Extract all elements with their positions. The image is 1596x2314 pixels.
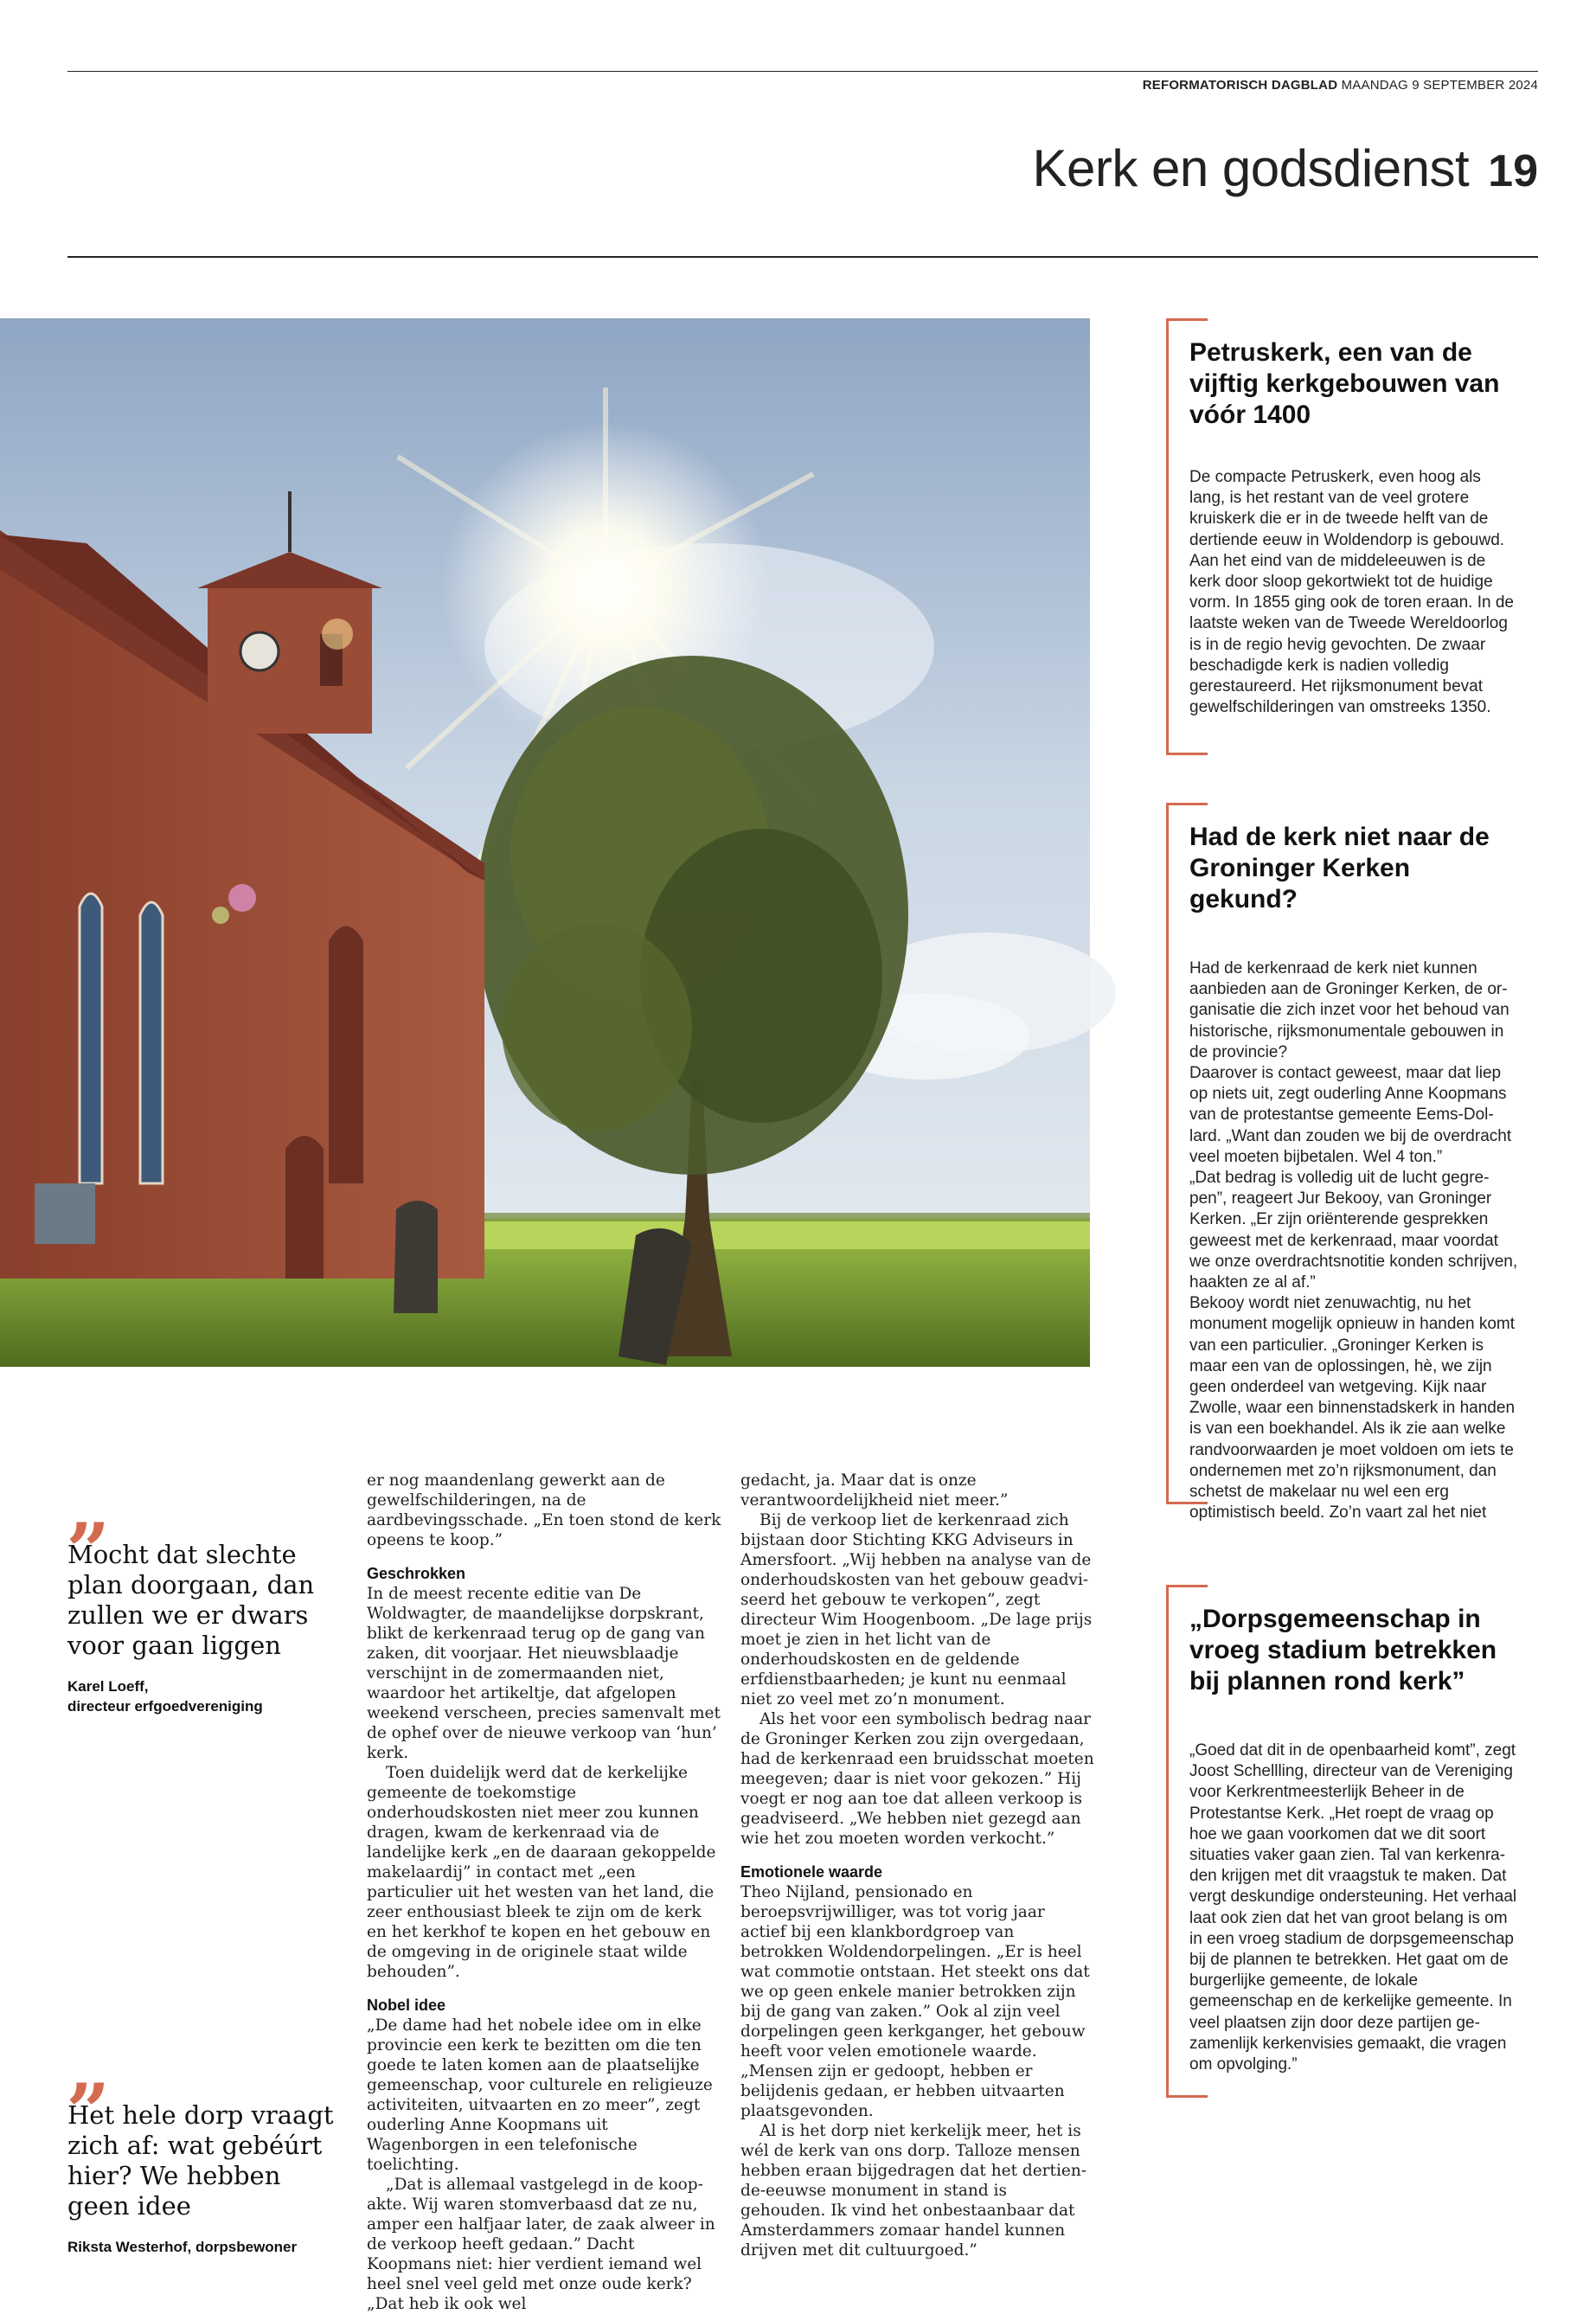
subheading: Emotionele waarde <box>740 1863 883 1881</box>
quote-source-name: Riksta Westerhof, dorpsbewoner <box>67 2239 298 2255</box>
quote-source-name: Karel Loeff, <box>67 1678 149 1695</box>
pull-quote <box>67 1462 344 1716</box>
paragraph: Theo Nijland, pensionado en beroepsvrijwilliger, was tot vorig jaar actief bij een klankbordgroep van betrokken Woldendorpelingen. „Er is heel wat commotie ontstaan. Het steekt ons dat we op geen enkele manier betrokken zijn bij de gang van zaken.” Ook al zijn veel dorpelingen geen kerkganger, het gebouw heeft voor velen emotionele waarde. „Mensen zijn er gedoopt, hebben er belijdenis gedaan, er hebben uitvaarten plaatsgevonden. <box>740 1883 1090 2120</box>
subheading: Nobel idee <box>367 1997 446 2014</box>
header-rule <box>67 256 1538 258</box>
sidebar-body: De compacte Petruskerk, even hoog als lang, is het restant van de veel grotere kruiskerk die er in de tweede helft van de dertiende eeuw in Woldendorp is gebouwd. Aan het eind van de middeleeuwen is de kerk door sloop gekortwiekt tot de huidige vorm. In 1855 ging ook de toren eraan. In de laatste weken van de Tweede Wereldoorlog is in de regio hevig gevochten. De zwaar beschadigde kerk is nadien volledig gerestaureerd. Het rijksmonument bevat gewelfschilderingen van omstreeks 1350. <box>1189 468 1514 717</box>
quote-mark-icon: „ <box>67 2022 112 2112</box>
sidebar-box-dorpsgemeenschap <box>1166 1585 1529 2095</box>
sidebar-body: „Goed dat dit in de openbaarheid komt”, zegt Joost Schellling, directeur van de Vereniging voor Kerkrentmeesterlijk Beheer in de Protestantse Kerk. „Het roept de vraag op hoe we gaan voorkomen dat we dit soort situaties vaker gaan zien. Tal van kerkenraden krijgen met dit vraagstuk te maken. Dat vergt deskundige ondersteuning. Het verhaal laat ook zien dat het van groot belang is om in een vroeg stadium de dorpsgemeenschap bij de plannen te betrekken. Het gaat om de burgerlijke gemeente, de lokale gemeenschap en de kerkelijke gemeente. In veel plaatsen zijn door deze partijen gezamenlijk kerkenvisies gemaakt, die vragen om opvolging.” <box>1189 1741 1517 2074</box>
paragraph: In de meest recente editie van De Woldwagter, de maandelijkse dorpskrant, blikt de kerkenraad terug op de gang van zaken, dit voorjaar. Het nieuwsblaadje verschijnt in de zomermaanden niet, waardoor het artikeltje, dat afgelopen weekend verscheen, precies samenvalt met de ophef over de nieuwe verkoop van ‘hun’ kerk. <box>367 1585 721 1762</box>
article-column-2 <box>740 1471 1095 2260</box>
quote-text: Mocht dat slechte plan doorgaan, dan zullen we er dwars voor gaan liggen <box>67 1540 315 1660</box>
paragraph: er nog maandenlang gewerkt aan de gewelfschilderingen, na de aardbevingsschade. „En toen stond de kerk opeens te koop.” <box>367 1471 721 1549</box>
page-number: 19 <box>1488 146 1538 196</box>
quote-text: Het hele dorp vraagt zich af: wat gebéúrt hier? We hebben geen idee <box>67 2100 334 2221</box>
paragraph: „De dame had het nobele idee om in elke provincie een kerk te bezitten om die ten goede te laten komen aan de plaatselijke gemeenschap, voor culturele en religieuze activiteiten, uitvaarten en zo meer”, zegt ouderling Anne Koopmans uit Wagenborgen in een telefonische toelichting. <box>367 2016 713 2174</box>
paragraph: „Dat is allemaal vastgelegd in de koopakte. Wij waren stomverbaasd dat ze nu, amper een halfjaar later, de zaak alweer in de verkoop heeft gedaan.” Dacht Koopmans niet: hier verdient iemand wel heel snel veel geld met onze oude kerk? „Dat heb ik ook wel <box>367 2176 715 2313</box>
subheading: Geschrokken <box>367 1565 466 1582</box>
newspaper-name: REFORMATORISCH DAGBLAD <box>1142 78 1338 93</box>
issue-date: MAANDAG 9 SEPTEMBER 2024 <box>1341 78 1538 93</box>
paragraph: Toen duidelijk werd dat de kerkelijke gemeente de toekomstige onderhoudskosten niet meer zou kunnen dragen, kwam de kerkenraad via de landelijke kerk „en de daaraan gekoppelde makelaardij” in contact met „een particulier uit het westen van het land, die zeer enthousiast bleek te zijn om de kerk en het kerkhof te kopen en het gebouw en de omgeving in de originele staat wilde behouden”. <box>367 1764 716 1981</box>
paragraph: Als het voor een symbolisch bedrag naar de Groninger Kerken zou zijn overgedaan, had de kerkenraad een bruidsschat moeten meegeven; daar is niet voor gekozen.” Hij voegt er nog aan toe dat alleen verkoop is geadviseerd. „We hebben niet gezegd aan wie het zou moeten worden verkocht.” <box>740 1710 1094 1848</box>
sidebar-box-groninger-kerken <box>1166 803 1529 1522</box>
sidebar-title: Had de kerk niet naar de Groninger Kerken gekund? <box>1189 823 1490 913</box>
section-header <box>1032 138 1538 198</box>
masthead <box>1143 78 1538 93</box>
article-column-1 <box>367 1471 721 2314</box>
paragraph: gedacht, ja. Maar dat is onze verantwoordelijkheid niet meer.” <box>740 1471 1009 1510</box>
section-title: Kerk en godsdienst <box>1032 139 1470 197</box>
paragraph: Bij de verkoop liet de kerkenraad zich bijstaan door Stichting KKG Adviseurs in Amersfoort. „Wij hebben na analyse van de onderhoudskosten van het gebouw geadviseerd het gebouw te verkopen”, zegt directeur Wim Hoogenboom. „De lage prijs moet je zien in het licht van de onderhoudskosten en de geldende erfdienstbaarheden; je kunt nu eenmaal niet zo veel met zo’n monument. <box>740 1511 1093 1708</box>
paragraph: Al is het dorp niet kerkelijk meer, het is wél de kerk van ons dorp. Talloze mensen hebben eraan bijgedragen dat het dertiende-eeuwse monument in stand is gehouden. Ik vind het onbestaanbaar dat Amsterdammers zomaar handel kunnen drijven met dit cultuurgoed.” <box>740 2122 1087 2260</box>
sidebar-box-petruskerk <box>1166 318 1529 753</box>
quote-source-role: directeur erfgoedvereniging <box>67 1698 263 1715</box>
quote-mark-icon: „ <box>67 1462 112 1552</box>
sidebar-title: Petruskerk, een van de vijftig kerkgebouwen van vóór 1400 <box>1189 338 1500 429</box>
sidebar-body: Had de kerkenraad de kerk niet kunnen aanbieden aan de Groninger Kerken, de organisatie die zich inzet voor het behoud van historische, rijksmonumentale gebouwen in de provincie? Daarover is contact geweest, maar dat liep op niets uit, zegt ouderling Anne Koopmans van de protestantse gemeente Eems-Dollard. „Want dan zouden we bij de overdracht veel moeten bijbetalen. Wel 4 ton.” „Dat bedrag is volledig uit de lucht gegrepen”, reageert Jur Bekooy, van Groninger Kerken. „Er zijn oriënterende gesprekken geweest met de kerkenraad, maar voordat we onze overdrachtsnotitie konden schrijven, haakten ze al af.” Bekooy wordt niet zenuwachtig, nu het monument mogelijk opnieuw in handen komt van een particulier. „Groninger Kerken is maar een van de oplossingen, hè, we zijn geen onderdeel van wetgeving. Kijk naar Zwolle, waar een binnenstadskerk in handen is van een boekhandel. Als ik zie aan welke randvoorwaarden je moet voldoen om iets te ondernemen met zo’n rijksmonument, dan schetst de makelaar nu wel een erg optimistisch beeld. Zo’n vaart zal het niet <box>1189 959 1518 1522</box>
pull-quote <box>67 2022 344 2257</box>
quote-source <box>67 1676 344 1716</box>
top-rule <box>67 71 1538 72</box>
church-photo <box>0 318 1090 1367</box>
quote-source <box>67 2237 344 2257</box>
sidebar-title: „Dorpsgemeenschap in vroeg stadium betrekken bij plannen rond kerk” <box>1189 1605 1497 1695</box>
